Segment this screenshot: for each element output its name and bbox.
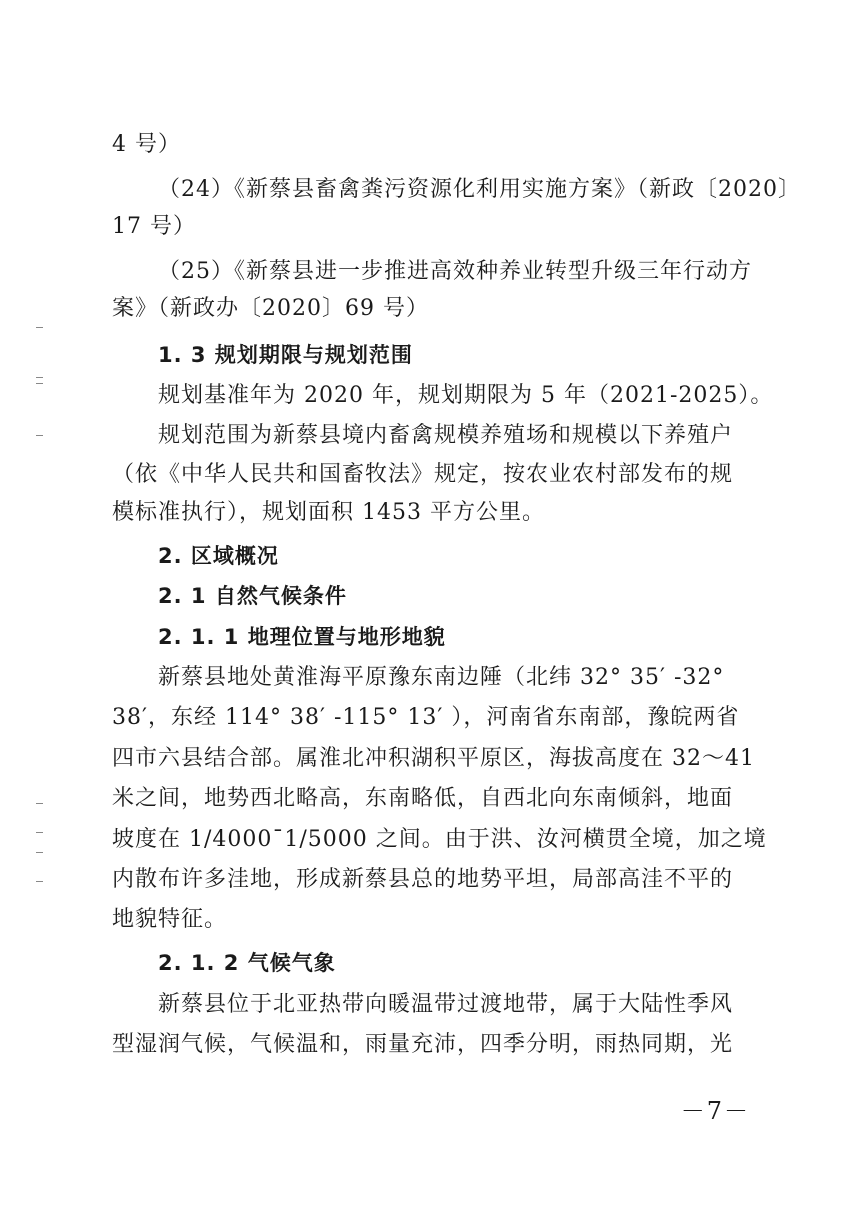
binding-mark (36, 852, 43, 853)
binding-mark (36, 327, 43, 328)
paragraph-line: 新蔡县位于北亚热带向暖温带过渡地带，属于大陆性季风 (158, 992, 734, 1017)
text-line: 4 号） (112, 132, 181, 157)
paragraph-line: 规划基准年为 2020 年，规划期限为 5 年（2021-2025）。 (158, 383, 774, 408)
section-heading-2-1-1: 2. 1. 1 地理位置与地形地貌 (158, 625, 446, 649)
paragraph-line: 米之间，地势西北略高，东南略低，自西北向东南倾斜，地面 (112, 786, 734, 811)
paragraph-line: 地貌特征。 (112, 907, 228, 932)
binding-mark (36, 383, 43, 384)
section-heading-2-1: 2. 1 自然气候条件 (158, 584, 347, 608)
paragraph-line: 内散布许多洼地，形成新蔡县总的地势平坦，局部高洼不平的 (112, 867, 734, 892)
paragraph-line: 型湿润气候，气候温和，雨量充沛，四季分明，雨热同期，光 (112, 1032, 734, 1057)
binding-mark (36, 832, 43, 833)
text-line: 案》（新政办〔2020〕69 号） (112, 296, 429, 321)
list-item-25: （25）《新蔡县进一步推进高效种养业转型升级三年行动方 (158, 259, 752, 284)
paragraph-line: 38′，东经 114° 38′ -115° 13′ ），河南省东南部，豫皖两省 (112, 705, 740, 730)
section-heading-2: 2. 区域概况 (158, 544, 279, 568)
binding-mark (36, 435, 43, 436)
paragraph-line: 新蔡县地处黄淮海平原豫东南边陲（北纬 32° 35′ -32° (158, 665, 725, 690)
section-heading-1-3: 1. 3 规划期限与规划范围 (158, 343, 413, 367)
binding-mark (36, 377, 43, 378)
paragraph-line: 规划范围为新蔡县境内畜禽规模养殖场和规模以下养殖户 (158, 423, 734, 448)
paragraph-line: 四市六县结合部。属淮北冲积湖积平原区，海拔高度在 32～41 (112, 746, 755, 771)
paragraph-line: 模标准执行），规划面积 1453 平方公里。 (112, 500, 545, 525)
paragraph-line: （依《中华人民共和国畜牧法》规定，按农业农村部发布的规 (112, 462, 734, 487)
binding-mark (36, 881, 43, 882)
binding-mark (36, 803, 43, 804)
page-number: －7－ (680, 1097, 750, 1125)
list-item-24: （24）《新蔡县畜禽粪污资源化利用实施方案》（新政〔2020〕 (158, 177, 801, 202)
section-heading-2-1-2: 2. 1. 2 气候气象 (158, 951, 336, 975)
paragraph-line: 坡度在 1/4000¯1/5000 之间。由于洪、汝河横贯全境，加之境 (112, 827, 767, 852)
text-line: 17 号） (112, 214, 196, 239)
